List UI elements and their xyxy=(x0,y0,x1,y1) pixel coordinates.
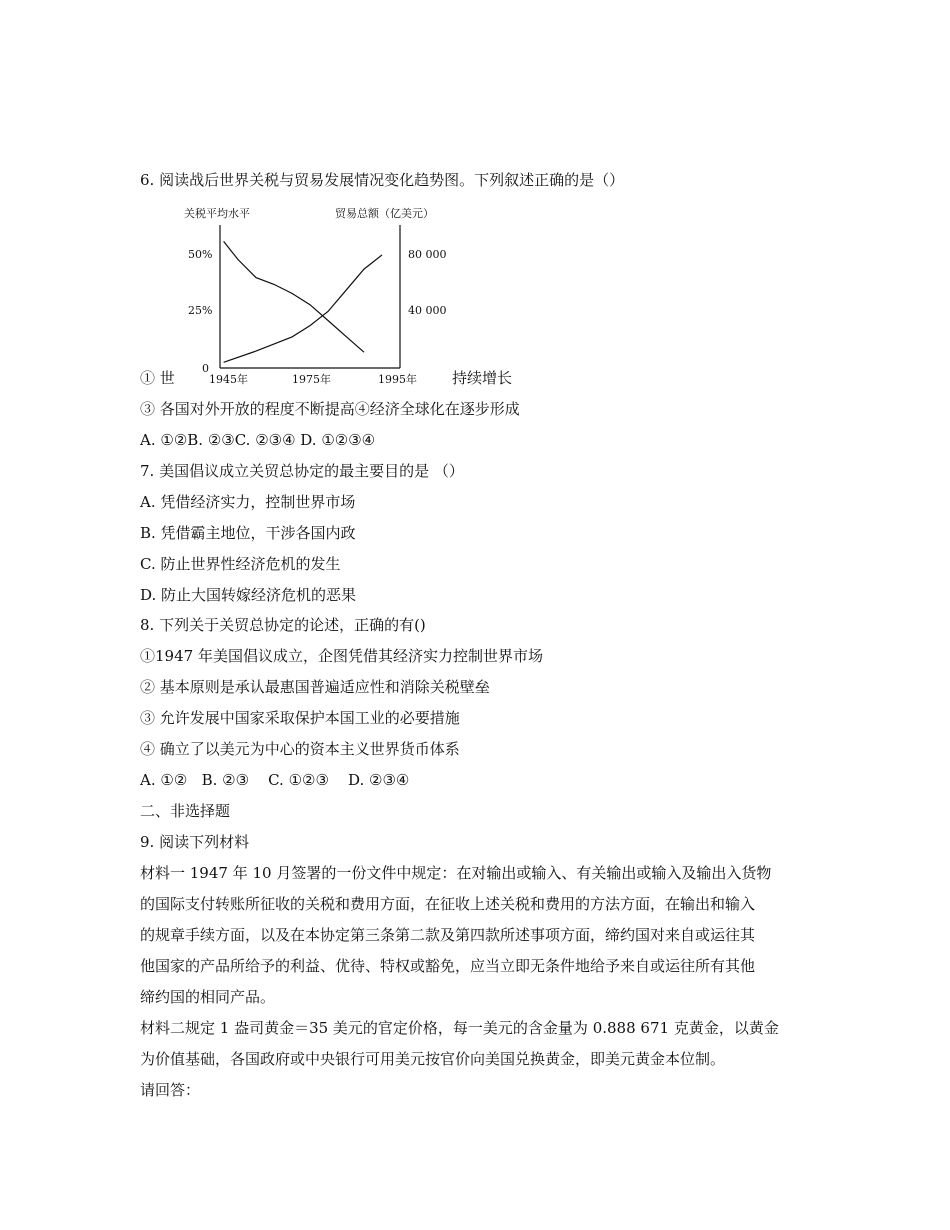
material-1-line-1: 材料一 1947 年 10 月签署的一份文件中规定：在对输出或输入、有关输出或输入及输出入货物 xyxy=(140,864,772,882)
x-tick-1995: 1995年 xyxy=(378,373,417,386)
q7-option-c: C. 防止世界性经济危机的发生 xyxy=(140,555,341,573)
material-1-line-3: 的规章手续方面，以及在本协定第三条第二款及第四款所述事项方面，缔约国对来自或运往其 xyxy=(140,926,756,944)
x-tick-1975: 1975年 xyxy=(292,373,331,386)
q9-stem: 9. 阅读下列材料 xyxy=(140,833,250,851)
q8-statement-3: ③ 允许发展中国家采取保护本国工业的必要措施 xyxy=(140,709,460,727)
right-axis-label: 贸易总额（亿美元） xyxy=(335,207,434,220)
q7-option-b: B. 凭借霸主地位，干涉各国内政 xyxy=(140,524,356,542)
left-tick-50: 50% xyxy=(188,248,213,261)
q6-option-line-2: ③ 各国对外开放的程度不断提高④经济全球化在逐步形成 xyxy=(140,400,520,418)
q8-choices: A. ①② B. ②③ C. ①②③ D. ②③④ xyxy=(140,771,410,789)
right-tick-80000: 80 000 xyxy=(408,248,447,261)
q8-statement-4: ④ 确立了以美元为中心的资本主义世界货币体系 xyxy=(140,740,460,758)
q8-stem: 8. 下列关于关贸总协定的论述，正确的有() xyxy=(140,616,426,634)
q8-statement-1: ①1947 年美国倡议成立，企图凭借其经济实力控制世界市场 xyxy=(140,647,543,665)
q7-option-a: A. 凭借经济实力，控制世界市场 xyxy=(140,493,356,511)
left-tick-25: 25% xyxy=(188,304,213,317)
q6-choices: A. ①②B. ②③C. ②③④ D. ①②③④ xyxy=(140,431,376,449)
material-1-line-4: 他国家的产品所给予的利益、优待、特权或豁免，应当立即无条件地给予来自或运往所有其他 xyxy=(140,957,756,975)
right-tick-40000: 40 000 xyxy=(408,304,447,317)
material-1-line-5: 缔约国的相同产品。 xyxy=(140,988,276,1006)
q6-option-line-1-right: 持续增长 xyxy=(452,369,513,387)
tariff-trade-chart xyxy=(180,200,470,395)
material-1-line-2: 的国际支付转账所征收的关税和费用方面，在征收上述关税和费用的方法方面，在输出和输入 xyxy=(140,895,756,913)
left-tick-0: 0 xyxy=(202,362,209,375)
q7-stem: 7. 美国倡议成立关贸总协定的最主要目的是 （） xyxy=(140,462,464,480)
answer-prompt: 请回答： xyxy=(140,1081,201,1099)
trade-series-line xyxy=(224,255,382,362)
q8-statement-2: ② 基本原则是承认最惠国普遍适应性和消除关税壁垒 xyxy=(140,678,490,696)
q7-option-d: D. 防止大国转嫁经济危机的恶果 xyxy=(140,586,357,604)
left-axis-label: 关税平均水平 xyxy=(184,207,250,220)
q6-option-line-1-left: ① 世 xyxy=(140,368,179,388)
x-tick-1945: 1945年 xyxy=(209,373,248,386)
material-2-line-2: 为价值基础，各国政府或中央银行可用美元按官价向美国兑换黄金，即美元黄金本位制。 xyxy=(140,1050,726,1068)
q6-stem: 6. 阅读战后世界关税与贸易发展情况变化趋势图。下列叙述正确的是（） xyxy=(140,171,625,189)
section-heading: 二、非选择题 xyxy=(140,802,231,820)
material-2-line-1: 材料二规定 1 盎司黄金＝35 美元的官定价格，每一美元的含金量为 0.888 671 克黄金，以黄金 xyxy=(140,1019,779,1037)
